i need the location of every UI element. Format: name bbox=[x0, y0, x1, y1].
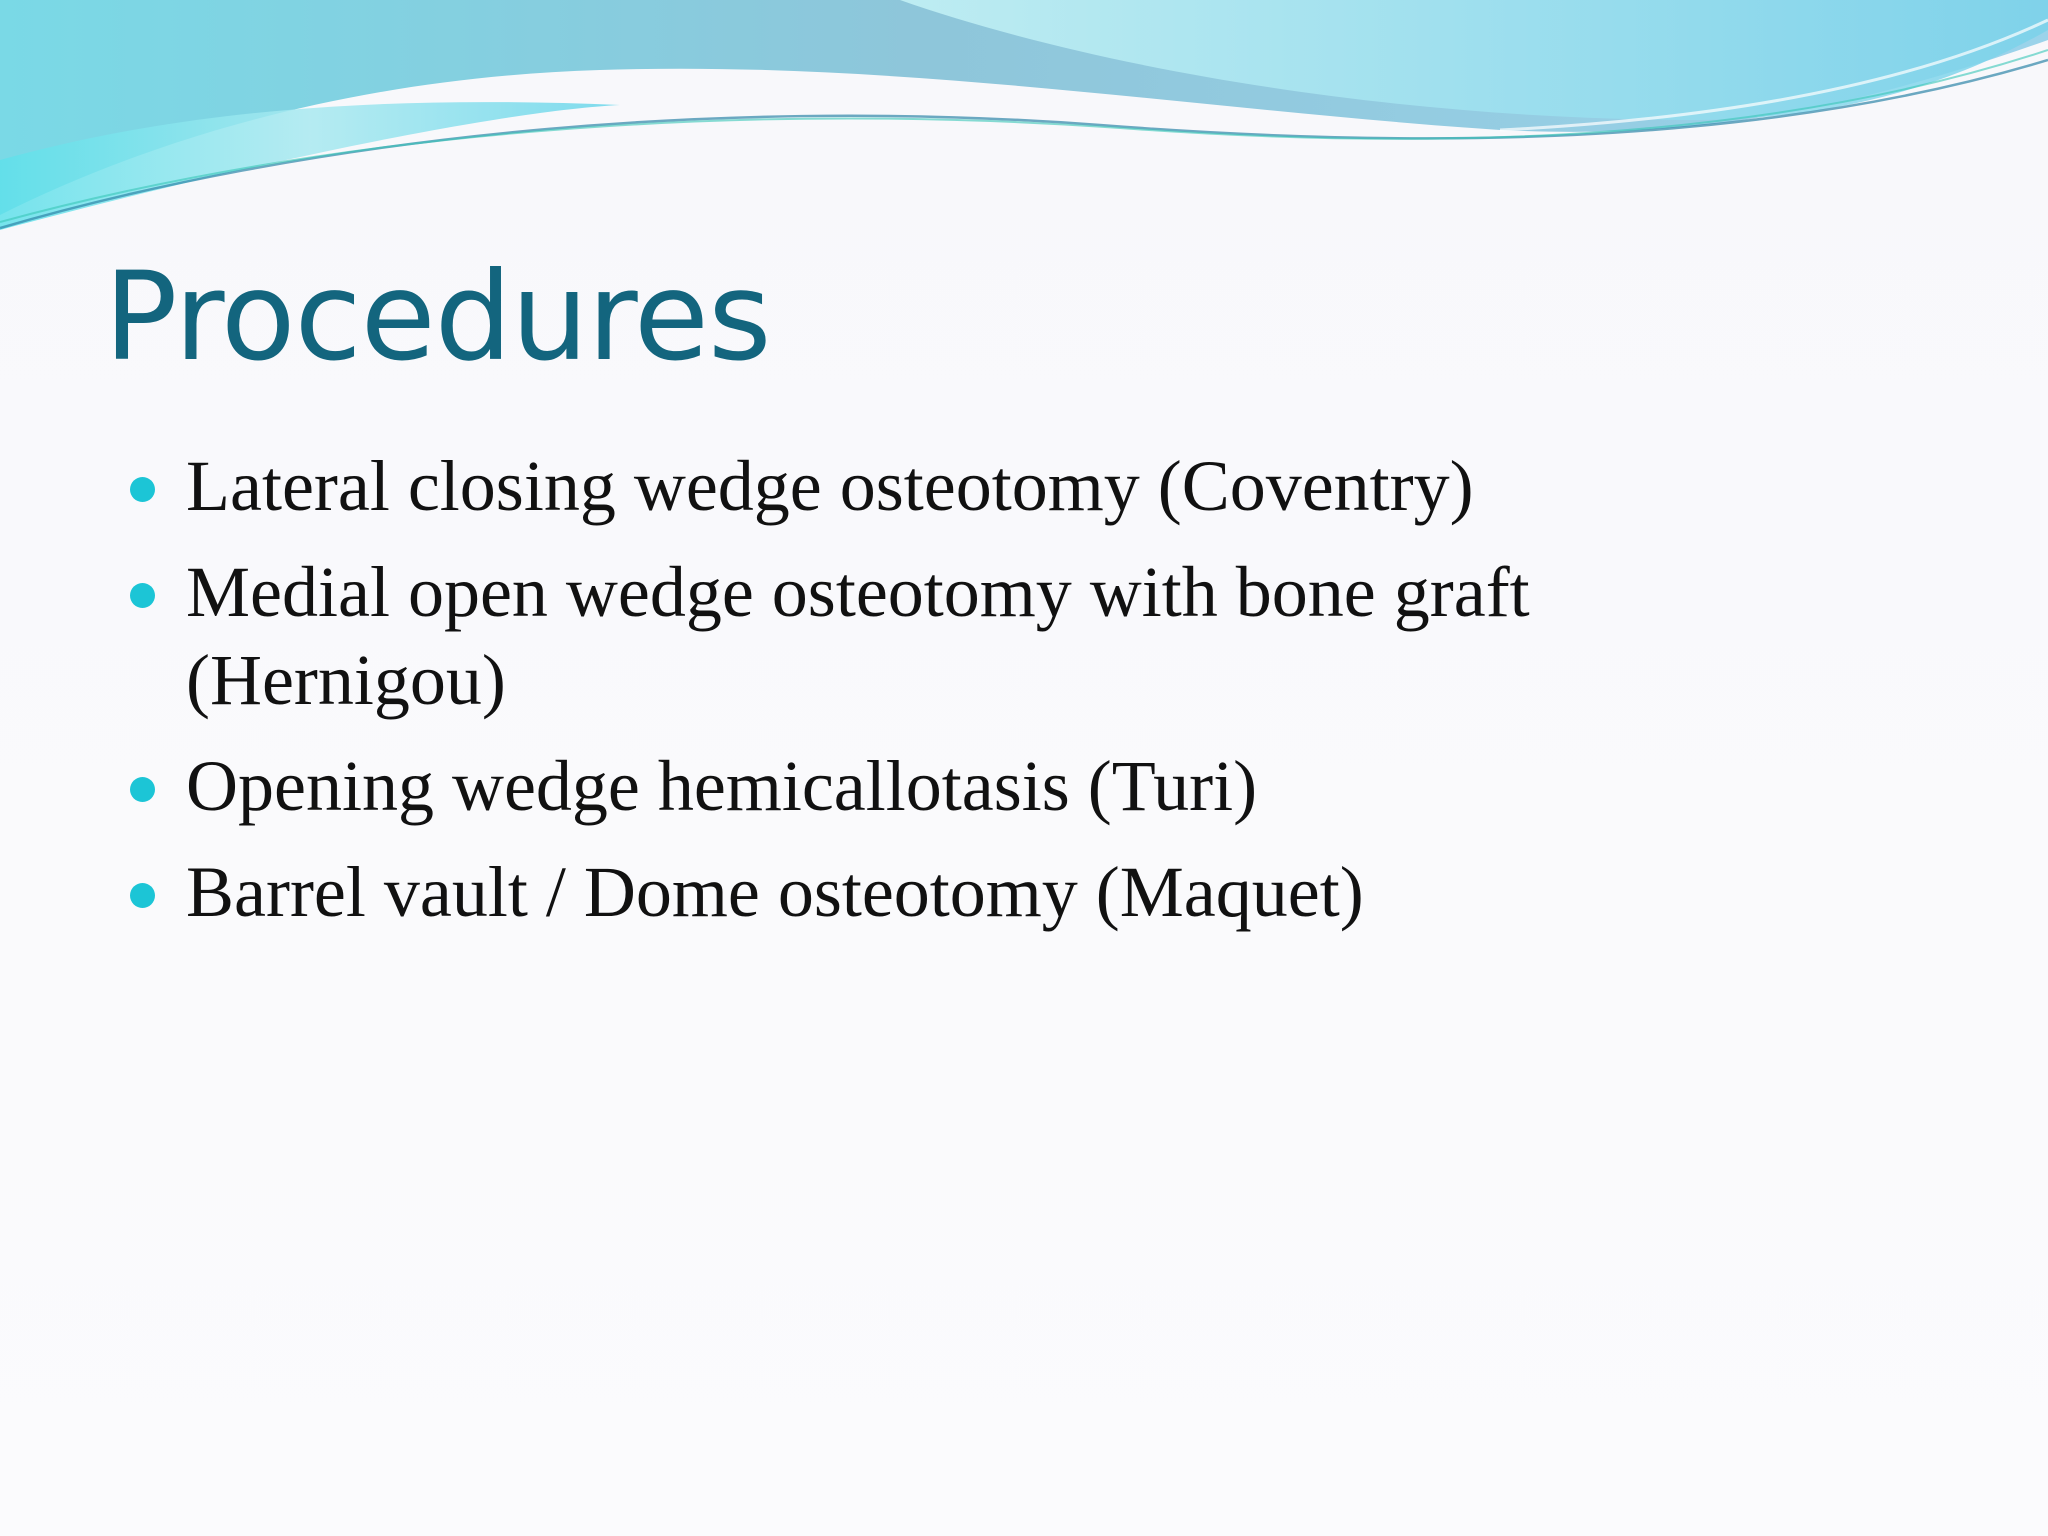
bullet-item bbox=[130, 742, 1690, 830]
bullet-item bbox=[130, 548, 1690, 724]
slide-title: Procedures bbox=[104, 246, 771, 388]
bullet-item bbox=[130, 848, 1690, 936]
bullet-dot-icon bbox=[130, 583, 155, 608]
bullet-text: Opening wedge hemicallotasis (Turi) bbox=[186, 746, 1258, 826]
bullet-dot-icon bbox=[130, 883, 155, 908]
bullet-text: Barrel vault / Dome osteotomy (Maquet) bbox=[186, 852, 1364, 932]
bullet-list bbox=[130, 442, 1690, 954]
bullet-text: Medial open wedge osteotomy with bone graft (Hernigou) bbox=[186, 552, 1530, 720]
bullet-text: Lateral closing wedge osteotomy (Coventry) bbox=[186, 446, 1474, 526]
header-wave-decoration bbox=[0, 0, 2048, 240]
bullet-dot-icon bbox=[130, 477, 155, 502]
bullet-dot-icon bbox=[130, 777, 155, 802]
bullet-item bbox=[130, 442, 1690, 530]
